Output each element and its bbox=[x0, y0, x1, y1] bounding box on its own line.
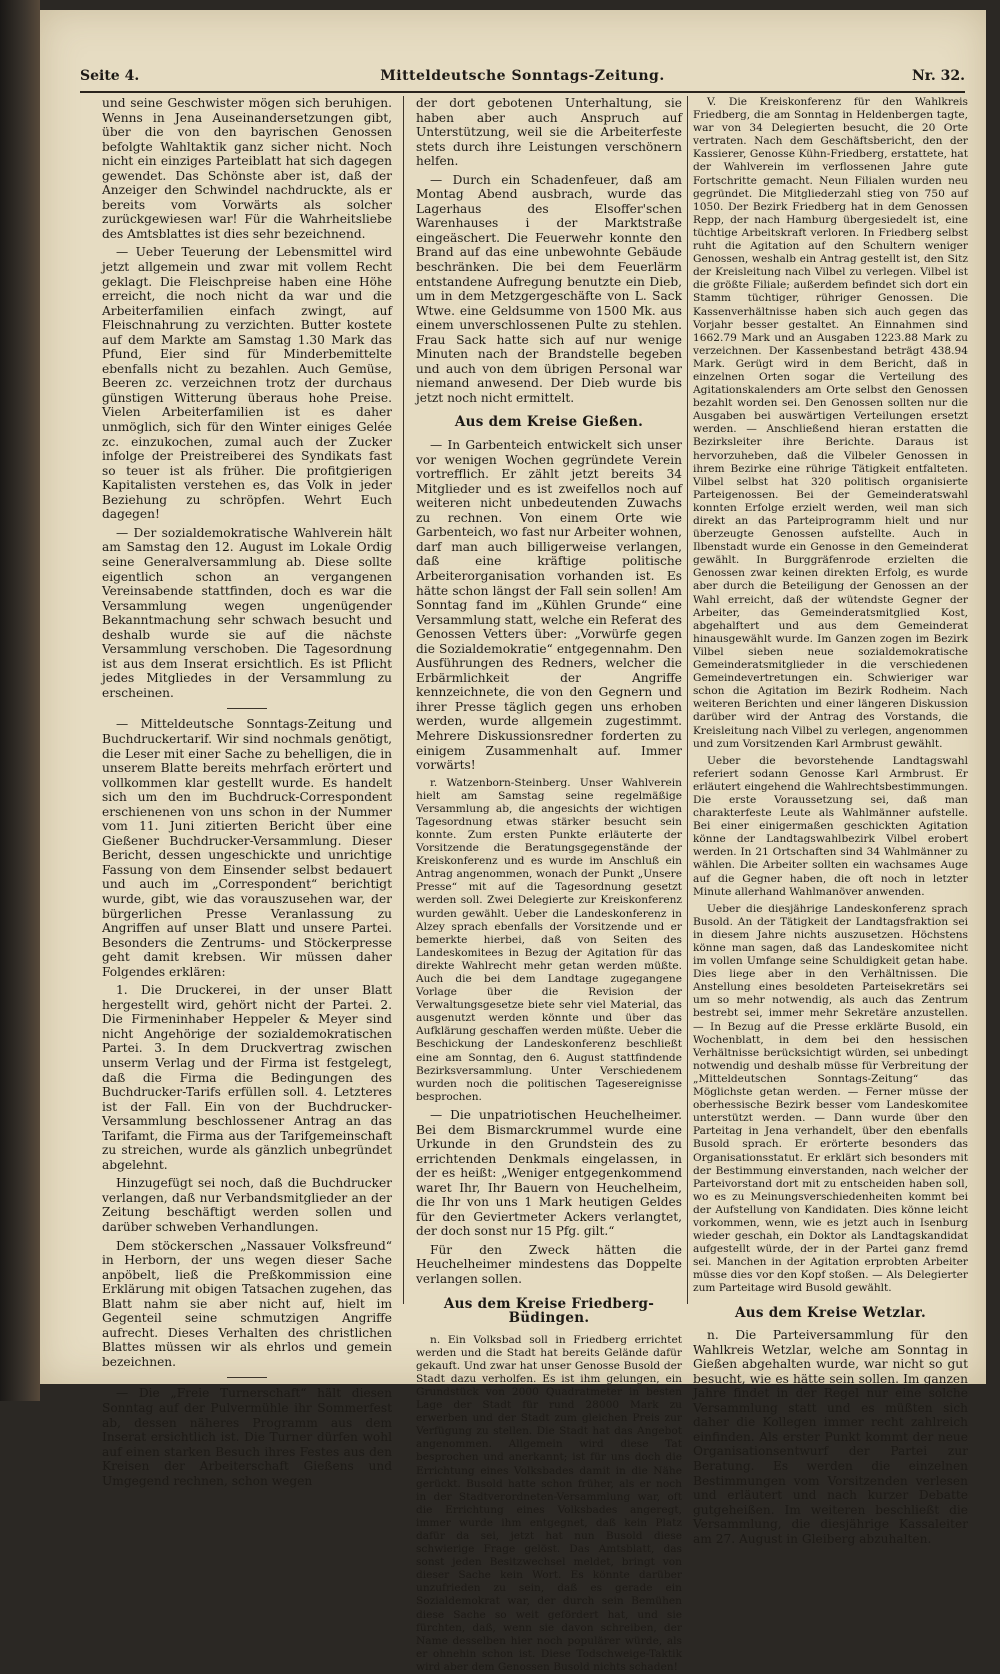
separator bbox=[227, 1377, 267, 1378]
article-kreiskonferenz: V. Die Kreiskonferenz für den Wahlkreis Friedberg, die am Sonntag in Heldenbergen tagte, war von 34 Delegierten besucht, die 20 Orte vertraten. Nach dem Geschäftsbericht, den der Kassierer, Genosse Kühn-Friedberg, erstattete, hat der Wahlverein im verflossenen Jahre gute Fortschritte gemacht. Neun Filialen wurden neu gegründet. Die Mitgliederzahl stieg von 750 auf 1050. Der Bezirk Friedberg hat in dem Genossen Repp, der nach Hamburg übergesiedelt ist, eine tüchtige Arbeitskraft verloren. In Friedberg selbst ruht die Agitation auf den Schultern weniger Genossen, weshalb ein Antrag gestellt ist, den Sitz der Kreisleitung nach Vilbel zu verlegen. Vilbel ist die größte Filiale; außerdem befindet sich dort ein Stamm tüchtiger, rühriger Genossen. Die Kassenverhältnisse haben sich auch gegen das Vorjahr besser gestaltet. An Einnahmen sind 1662.79 Mark und an Ausgaben 1223.88 Mark zu verzeichnen. Der Kassenbestand beträgt 438.94 Mark. Gerügt wird in dem Bericht, daß in einzelnen Orten sogar die Verteilung des Agitationskalenders am Orte selbst den Genossen bezahlt worden sei. Den Genossen sollten nur die Ausgaben bei auswärtigen Verteilungen ersetzt werden. — Anschließend hieran erstatten die Bezirksleiter ihre Berichte. Daraus ist hervorzuheben, daß die Vilbeler Genossen in ihrem Bezirke eine rührige Tätigkeit entfalteten. Vilbel selbst hat 320 politisch organisierte Parteigenossen. Bei der Gemeinderatswahl konnten Erfolge erzielt werden, weil man sich direkt an das Parteiprogramm hielt und nur überzeugte Genossen aufstellte. Auch in Ilbenstadt wurde ein Genosse in den Gemeinderat gewählt. In Burggräfenrode erzielten die Genossen zwar keinen direkten Erfolg, es wurde aber durch die Beteiligung der Genossen an der Wahl erreicht, daß der wütendste Gegner der Arbeiter, das Gemeinderatsmitglied Kost, abgehalftert und aus dem Gemeinderat hinausgewählt wurde. Im Ganzen zogen im Bezirk Vilbel sieben neue sozialdemokratische Gemeinderatsmitglieder in die verschiedenen Gemeindevertretungen ein. Schwieriger war schon die Agitation im Bezirk Rodheim. Nach weiteren Berichten und einer längeren Diskussion darüber wird der Antrag des Vorstands, die Kreisleitung nach Vilbel zu verlegen, angenommen und zum Vorsitzenden Karl Armbrust gewählt. bbox=[693, 96, 968, 750]
article-paragraph: Dem stöckerschen „Nassauer Volksfreund“ in Herborn, der uns wegen dieser Sache anpöbelt, ließ die Preßkommission eine Erklärung mit obigen Tatsachen zugehen, das Blatt nahm sie aber nicht auf, hielt im Gegenteil seine schmutzigen Angriffe aufrecht. Dieses Verhalten des christlichen Blattes müssen wir als ehrlos und gemein bezeichnen. bbox=[102, 1238, 392, 1369]
column-3 bbox=[693, 96, 968, 1546]
newspaper-title: Mitteldeutsche Sonntags-Zeitung. bbox=[380, 68, 665, 84]
article-schadenfeuer: — Durch ein Schadenfeuer, daß am Montag Abend ausbrach, wurde das Lagerhaus des Elsoffer'schen Warenhauses i der Marktstraße eingeäschert. Die Feuerwehr konnte den Brand auf das eine unbewohnte Gebäude beschränken. Die bei dem Feuerlärm entstandene Aufregung benutzte ein Dieb, um in dem Metzgergeschäfte von L. Sack Wtwe. eine Geldsumme von 1500 Mk. aus einem unverschlossenen Pulte zu stehlen. Frau Sack hatte sich auf nur wenige Minuten nach der Brandstelle begeben und auch von dem übrigen Personal war niemand anwesend. Der Dieb wurde bis jetzt noch nicht ermittelt. bbox=[416, 172, 682, 405]
header-rule bbox=[80, 91, 965, 93]
article-paragraph: 1. Die Druckerei, in der unser Blatt hergestellt wird, gehört nicht der Partei. 2. Die Firmeninhaber Heppeler & Meyer sind nicht Angehörige der sozialdemokratischen Partei. 3. In dem Druckvertrag zwischen unserm Verlag und der Firma ist festgelegt, daß die Firma die Bedingungen des Buchdrucker-Tarifs erfüllen soll. 4. Letzteres ist der Fall. Ein von der Buchdrucker-Versammlung beschlossener Antrag an das Tarifamt, die Firma aus der Tarifgemeinschaft zu streichen, wurde als gänzlich unbegründet abgelehnt. bbox=[102, 983, 392, 1172]
article-landtagswahl: Ueber die bevorstehende Landtagswahl referiert sodann Genosse Karl Armbrust. Er erläutert eingehend die Wahlrechtsbestimmungen. Die erste Voraussetzung sei, daß man charakterfeste Leute als Wahlmänner aufstelle. Bei einer einigermaßen geschickten Agitation könne der Landtagswahlbezirk Vilbel erobert werden. In 21 Ortschaften sind 34 Wahlmänner zu wählen. Die Arbeiter sollten ein wachsames Auge auf die Gegner haben, die oft noch in letzter Minute allerhand Wahlmanöver anwenden. bbox=[693, 754, 968, 898]
article-paragraph: der dort gebotenen Unterhaltung, sie haben aber auch Anspruch auf Unterstützung, weil sie die Arbeiterfeste stets durch ihre Leistungen verschönern helfen. bbox=[416, 96, 682, 169]
article-landeskonferenz: Ueber die diesjährige Landeskonferenz sprach Busold. An der Tätigkeit der Landtagsfraktion sei in diesem Jahre nichts auszusetzen. Höchstens könne man sagen, daß das Landeskomitee nicht im vollen Umfange seine Schuldigkeit getan habe. Dies liege aber in den Verhältnissen. Die Anstellung eines besoldeten Parteisekretärs sei um so mehr notwendig, als auch das Zentrum bestrebt sei, immer mehr Sekretäre anzustellen. — In Bezug auf die Presse erklärte Busold, ein Wochenblatt, in dem bei den hessischen Verhältnisse berücksichtigt würden, sei unbedingt notwendig und deshalb müsse für Verbreitung der „Mitteldeutschen Sonntags-Zeitung“ das Möglichste getan werden. — Ferner müsse der oberhessische Bezirk besser vom Landeskomitee unterstützt werden. — Dann wurde über den Parteitag in Jena verhandelt, über den ebenfalls Busold sprach. Er erörterte besonders das Organisationsstatut. Er erklärt sich besonders mit der Bestimmung einverstanden, nach welcher der Parteivorstand dort mit zu entscheiden haben soll, wo es zu Meinungsverschiedenheiten kommt bei der Aufstellung von Kandidaten. Dies könne leicht vorkommen, wenn, wie es jetzt auch in Isenburg wieder geschah, ein Doktor als Landtagskandidat aufgestellt würde, der in der Partei ganz fremd sei. Manchen in der Agitation erprobten Arbeiter müsse dies vor den Kopf stoßen. — Als Delegierter zum Parteitage wird Busold gewählt. bbox=[693, 902, 968, 1295]
column-2 bbox=[416, 96, 682, 1673]
separator bbox=[227, 708, 267, 709]
section-heading-giessen: Aus dem Kreise Gießen. bbox=[454, 414, 644, 431]
column-divider bbox=[403, 96, 404, 1304]
article-volksbad: n. Ein Volksbad soll in Friedberg errichtet werden und die Stadt hat bereits Gelände dafür gekauft. Und zwar hat unser Genosse Busold der Stadt dazu verholfen. Es ist ihm gelungen, ein Grundstück von 2000 Quadratmeter in besten Lage der Stadt für rund 28000 Mark zu erwerben und der Stadt zum gleichen Preis zur Verfügung zu stellen. Die Stadt hat das Angebot angenommen. Allgemein wird diese Tat besprochen und anerkannt; ist für uns doch die Errichtung eines Volksbades damit in die Nähe gerückt. Busold hatte schon früher, als er noch in der Stadtverordneten-Versammlung war, oft die Errichtung eines Volksbades angeregt, immer wurde ihm entgegnet, daß kein Platz dafür da sei, jetzt hat nun Busold diese schwierige Frage gelöst. Das Amtsblatt, das sonst jeden Besitzwechsel meldet, bringt von dieser Sache kein Wort. Es könnte darüber unzufrieden zu sein, daß es gerade ein Sozialdemokrat war, der durch sein Bemühen diese Sache so weit gefördert hat, und sie fürchten, daß, wenn sie davon schreiben, der Name desselben hier noch populärer würde, als er ohnehin schon ist. Diese Todschweige-Taktik wird aber dem Genossen Busold nichts schaden! bbox=[416, 1333, 682, 1673]
article-watzenborn: r. Watzenborn-Steinberg. Unser Wahlverein hielt am Samstag seine regelmäßige Versammlung ab, die angesichts der wichtigen Tagesordnung etwas stärker besucht sein konnte. Zum ersten Punkte erläuterte der Vorsitzende die Beratungsgegenstände der Kreiskonferenz und es wurde im Anschluß ein Antrag angenommen, wonach der Punkt „Unsere Presse“ mit auf die Tagesordnung gesetzt werden soll. Zwei Delegierte zur Kreiskonferenz wurden gewählt. Ueber die Landeskonferenz in Alzey sprach ebenfalls der Vorsitzende und er bemerkte hierbei, daß von Seiten des Landeskomitees in Bezug der Agitation für das direkte Wahlrecht mehr getan werden müßte. Auch die bei dem Landtage zugegangene Vorlage über die Revision der Verwaltungsgesetze biete sehr viel Material, das ausgenutzt werden könnte und über das Aufklärung geschaffen werden müßte. Ueber die Beschickung der Landeskonferenz beschließt eine am Sonntag, den 6. August stattfindende Bezirksversammlung. Unter Verschiedenem wurden noch die politischen Tagesereignisse besprochen. bbox=[416, 776, 682, 1103]
article-paragraph: Hinzugefügt sei noch, daß die Buchdrucker verlangen, daß nur Verbandsmitglieder an der Zeitung beschäftigt werden sollen und darüber schweben Verhandlungen. bbox=[102, 1176, 392, 1235]
page-number: Seite 4. bbox=[80, 68, 140, 84]
section-heading-wetzlar: Aus dem Kreise Wetzlar. bbox=[735, 1304, 926, 1321]
page-header bbox=[80, 68, 965, 90]
article-paragraph: Für den Zweck hätten die Heuchelheimer mindestens das Doppelte verlangen sollen. bbox=[416, 1242, 682, 1286]
article-wahlverein: — Der sozialdemokratische Wahlverein hält am Samstag den 12. August im Lokale Ordig seine Generalversammlung ab. Diese sollte eigentlich schon an vergangenen Vereinsabende stattfinden, doch es war die Versammlung wegen ungenügender Bekanntmachung sehr schwach besucht und deshalb wurde sie auf die nächste Versammlung verschoben. Die Tagesordnung ist aus dem Inserat ersichtlich. Es ist Pflicht jedes Mitgliedes in der Versammlung zu erscheinen. bbox=[102, 525, 392, 700]
article-teuerung: — Ueber Teuerung der Lebensmittel wird jetzt allgemein und zwar mit vollem Recht geklagt. Die Fleischpreise haben eine Höhe erreicht, die noch nicht da war und die Arbeiterfamilien einfach zwingt, auf Fleischnahrung zu verzichten. Butter kostete auf dem Markte am Samstag 1.30 Mark das Pfund, Eier sind für Minderbemittelte ebenfalls nicht zu bezahlen. Auch Gemüse, Beeren zc. verzeichnen trotz der durchaus günstigen Witterung überaus hohe Preise. Vielen Arbeiterfamilien ist es daher unmöglich, sich für den Winter einiges Gelée zc. einzukochen, zumal auch der Zucker infolge der Preistreiberei des Syndikats fast so teuer ist als früher. Die profitgierigen Kapitalisten verstehen es, das Volk in jeder Beziehung zu schröpfen. Wehrt Euch dagegen! bbox=[102, 245, 392, 522]
article-buchdruckertarif: — Mitteldeutsche Sonntags-Zeitung und Buchdruckertarif. Wir sind nochmals genötigt, die Leser mit einer Sache zu behelligen, die in unserem Blatte bereits mehrfach erörtert und vollkommen klar gestellt wurde. Es handelt sich um den im Buchdruck-Correspondent erschienenen von uns schon in der Nummer vom 11. Juni zitierten Bericht über eine Gießener Buchdrucker-Versammlung. Dieser Bericht, dessen ungeschickte und unrichtige Fassung von dem Einsender selbst bedauert und auch im „Correspondent“ berichtigt wurde, gibt, wie das vorauszusehen war, der bürgerlichen Presse Veranlassung zu Angriffen auf unser Blatt und unsere Partei. Besonders die Zentrums- und Stöckerpresse geht damit krebsen. Wir müssen daher Folgendes erklären: bbox=[102, 717, 392, 979]
book-binding bbox=[0, 0, 40, 1401]
article-garbenteich: — In Garbenteich entwickelt sich unser vor wenigen Wochen gegründete Verein vortrefflich. Er zählt jetzt bereits 34 Mitglieder und es ist zweifellos noch auf weiteren nicht unbedeutenden Zuwachs zu rechnen. Von einem Orte wie Garbenteich, wo fast nur Arbeiter wohnen, darf man auch billigerweise verlangen, daß eine kräftige politische Arbeiterorganisation vorhanden ist. Es hätte schon längst der Fall sein sollen! Am Sonntag fand im „Kühlen Grunde“ eine Versammlung statt, welche ein Referat des Genossen Vetters über: „Vorwürfe gegen die Sozialdemokratie“ entgegennahm. Den Ausführungen des Redners, welcher die Erbärmlichkeit der Angriffe kennzeichnete, die von den Gegnern und ihrer Presse täglich gegen uns erhoben werden, wurde allgemein zugestimmt. Mehrere Diskussionsredner forderten zu einigem Zusammenhalt auf. Immer vorwärts! bbox=[416, 438, 682, 773]
article-turnerschaft: — Die „Freie Turnerschaft“ hält diesen Sonntag auf der Pulvermühle ihr Sommerfest ab, dessen näheres Programm aus dem Inserat ersichtlich ist. Die Turner dürfen wohl auf einen starken Besuch ihres Festes aus den Kreisen der Arbeiterschaft Gießens und Umgegend rechnen, schon wegen bbox=[102, 1386, 392, 1488]
article-paragraph: und seine Geschwister mögen sich beruhigen. Wenns in Jena Auseinandersetzungen gibt, über die von den bayrischen Genossen befolgte Wahltaktik ganz sicher nicht. Noch nicht ein einziges Parteiblatt hat sich dagegen gewendet. Das Schönste aber ist, daß der Anzeiger den Schwindel nachdruckte, als er bereits vom Vorwärts als solcher zurückgewiesen war! Für die Wahrheitsliebe des Amtsblattes ist dies sehr bezeichnend. bbox=[102, 96, 392, 241]
issue-number: Nr. 32. bbox=[912, 68, 965, 84]
column-divider bbox=[687, 96, 688, 1304]
article-heuchelheim: — Die unpatriotischen Heuchelheimer. Bei dem Bismarckrummel wurde eine Urkunde in den Grundstein des zu errichtenden Denkmals eingelassen, in der es heißt: „Weniger entgegenkommend waret Ihr, Ihr Bauern von Heuchelheim, die Ihr von uns 1 Mark heutigen Geldes für den Geviertmeter Ackers verlangtet, der doch sonst nur 15 Pfg. gilt.“ bbox=[416, 1107, 682, 1239]
section-heading-friedberg: Aus dem Kreise Friedberg-Büdingen. bbox=[443, 1295, 655, 1327]
column-1 bbox=[102, 96, 392, 1488]
article-parteiversammlung: n. Die Parteiversammlung für den Wahlkreis Wetzlar, welche am Sonntag in Gießen abgehalten wurde, war nicht so gut besucht, wie es hätte sein sollen. Im ganzen Jahre findet in der Regel nur eine solche Versammlung statt und es müßten sich daher die Kollegen immer recht zahlreich einfinden. Als erster Punkt kommt der neue Organisationsentwurf der Partei zur Beratung. Es werden die einzelnen Bestimmungen vom Vorsitzenden verlesen und erläutert und nach kurzer Debatte gutgeheißen. Im weiteren beschließt die Versammlung, die diesjährige Kassaleiter am 27. August in Gleiberg abzuhalten. bbox=[693, 1328, 968, 1546]
